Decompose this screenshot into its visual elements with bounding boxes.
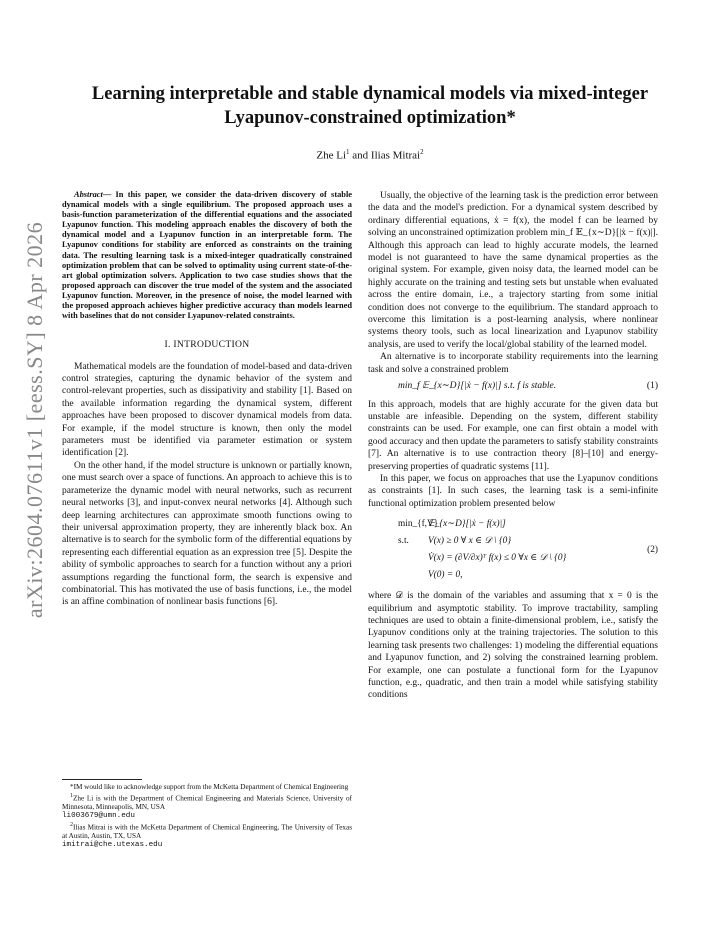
abstract [62,190,352,321]
footnote-affil-2 [62,821,352,850]
footnote-funding: *IM would like to acknowledge support from the McKetta Department of Chemical Engineering [70,783,349,791]
author-1-affil: 1 [346,148,350,156]
abstract-text: — In this paper, we consider the data-driven discovery of stable dynamical models with a single equilibrium. The proposed approach uses a basis-function parameterization of the differential equations and the associated Lyapunov function. This modeling approach enables the discovery of both the dynamical model and a Lyapunov function in an interpretable form. The Lyapunov conditions for stability are enforced as constraints on the training data. The resulting learning task is a mixed-integer quadratically constrained optimization problem that can be solved to optimality using current state-of-the-art global optimization solvers. Application to two case studies shows that the proposed approach can discover the true model of the system and the associated Lyapunov function. Moreover, in the presence of noise, the model learned with the proposed approach achieves higher predictive accuracy than models learned with baselines that do not consider Lyapunov-related constraints. [62,190,352,321]
equation-1-number: (1) [646,381,658,392]
footnotes [62,779,352,850]
footnote-rule [62,779,142,780]
arxiv-identifier: arXiv:2604.07611v1 [eess.SY] 8 Apr 2026 [22,221,47,619]
footnote-text: Zhe Li is with the Department of Chemical Engineering and Materials Science, University of Minnesota, Minneapolis, MN, USA [62,793,352,811]
paragraph: Mathematical models are the foundation of model-based and data-driven control strategies, capturing the dynamic behavior of the system and control-relevant properties, such as dissipativity and stability [1]. Based on the available information regarding the dynamical system, different approaches have been proposed to discover dynamical models from data. For example, if the model structure is known, then only the model parameters must be identified via parameter estimation or system identification [2]. [62,361,352,459]
footnote-affil-1 [62,792,352,821]
paragraph: In this paper, we focus on approaches that use the Lyapunov conditions as constraints [1]. In such cases, the learning task is a semi-infinite functional optimization problem presented below [368,473,658,509]
author-conjunction: and [349,149,371,162]
footnote-marker: 2 [70,821,73,828]
left-column [62,190,352,609]
author-2: Ilias Mitrai [370,149,421,162]
paper-title: Learning interpretable and stable dynamical models via mixed-integer Lyapunov-constrained optimization* [91,84,649,128]
equation-2-constraint: V(x) ≥ 0 ∀ x ∈ 𝒟 \ {0} [428,536,512,547]
paragraph: where 𝒟 is the domain of the variables and assuming that x = 0 is the equilibrium and asymptotic stability. To improve tractability, sampling techniques are used to obtain a finite-dimensional problem, i.e., satisfy the Lyapunov conditions only at the training trajectories. The solution to this learning task presents two challenges: 1) modeling the differential equations and Lyapunov function, and 2) solving the constrained learning problem. For example, one can postulate a functional form for the Lyapunov function, e.g., quadratic, and then train a model while satisfying stability conditions [368,591,658,701]
equation-1 [368,380,658,392]
equation-2-constraint: V̇(x) = (∂V/∂x)ᵀ f(x) ≤ 0 ∀x ∈ 𝒟 \ {0} [428,553,567,564]
author-1: Zhe Li [316,149,347,162]
author-2-affil: 2 [420,148,424,156]
arxiv-sidebar [11,0,59,932]
right-column [368,190,658,702]
equation-2-constraint: V(0) = 0, [428,570,463,581]
equation-1-body: min_f 𝔼_{x∼D}[|ẋ − f(x)|] s.t. f is stable. [398,381,557,392]
equation-2-min: min_{f,V} [398,519,439,530]
email-link[interactable]: li003679@umn.edu [62,812,135,821]
footnote-text: Ilias Mitrai is with the McKetta Department of Chemical Engineering, The University of Texas at Austin, Austin, TX, USA [62,823,352,840]
abstract-label: Abstract [74,190,103,199]
equation-2-st: s.t. [398,536,409,547]
section-heading: I. INTRODUCTION [164,339,250,351]
equation-2-objective: 𝔼_{x∼D}[|ẋ − f(x)|] [428,519,506,530]
paragraph: Usually, the objective of the learning task is the prediction error between the data and the model's prediction. For a dynamical system described by ordinary differential equations, ẋ = f(x), the model f can be learned by solving an unconstrained optimization problem min_f 𝔼_{x∼D}[|ẋ − f(x)|]. Although this approach can lead to highly accurate models, the learned model is not guaranteed to have the same dynamical properties as the original system. For example, given noisy data, the learned model can be highly accurate on the training and testing sets but unstable when evaluated across the entire domain, i.e., a trajectory starting from some initial condition does not converge to the equilibrium. The standard approach to overcome this limitation is a post-learning analysis, where nonlinear systems theory tools, such as local linearization and Lyapunov stability analysis, are used to verify the local/global stability of the learned model. [368,191,658,350]
equation-2-number: (2) [647,544,658,555]
paragraph: An alternative is to incorporate stability requirements into the learning task and solve a constrained problem [368,352,658,375]
email-link[interactable]: imitrai@che.utexas.edu [62,841,163,850]
footnote-marker: 1 [70,792,73,799]
paragraph: In this approach, models that are highly accurate for the given data but unstable are infeasible. Depending on the system, different stability constraints can be used. For example, one can first obtain a model with good accuracy and then update the parameters to satisfy stability constraints [7]. An alternative is to use contraction theory [8]–[10] and energy-preserving properties of quadratic systems [11]. [368,399,658,472]
paragraph: On the other hand, if the model structure is unknown or partially known, one must search over a space of functions. An approach to achieve this is to parameterize the dynamic model with neural networks, such as recurrent neural networks [3], and input-convex neural networks [4]. Although such deep learning architectures can approximate smooth functions owing to their universal approximation property, they are inherently black box. An alternative is to search for the symbolic form of the differential equations by representing each differential equation as an expression tree [5]. Despite the ability of symbolic approaches to search for a function without any a priori assumptions regarding the functional form, the search is expensive and combinatorial. This has motivated the use of basis functions, i.e., the model is an affine combination of nonlinear basis functions [6]. [62,460,353,608]
author-line [60,148,680,162]
equation-2 [368,516,658,584]
